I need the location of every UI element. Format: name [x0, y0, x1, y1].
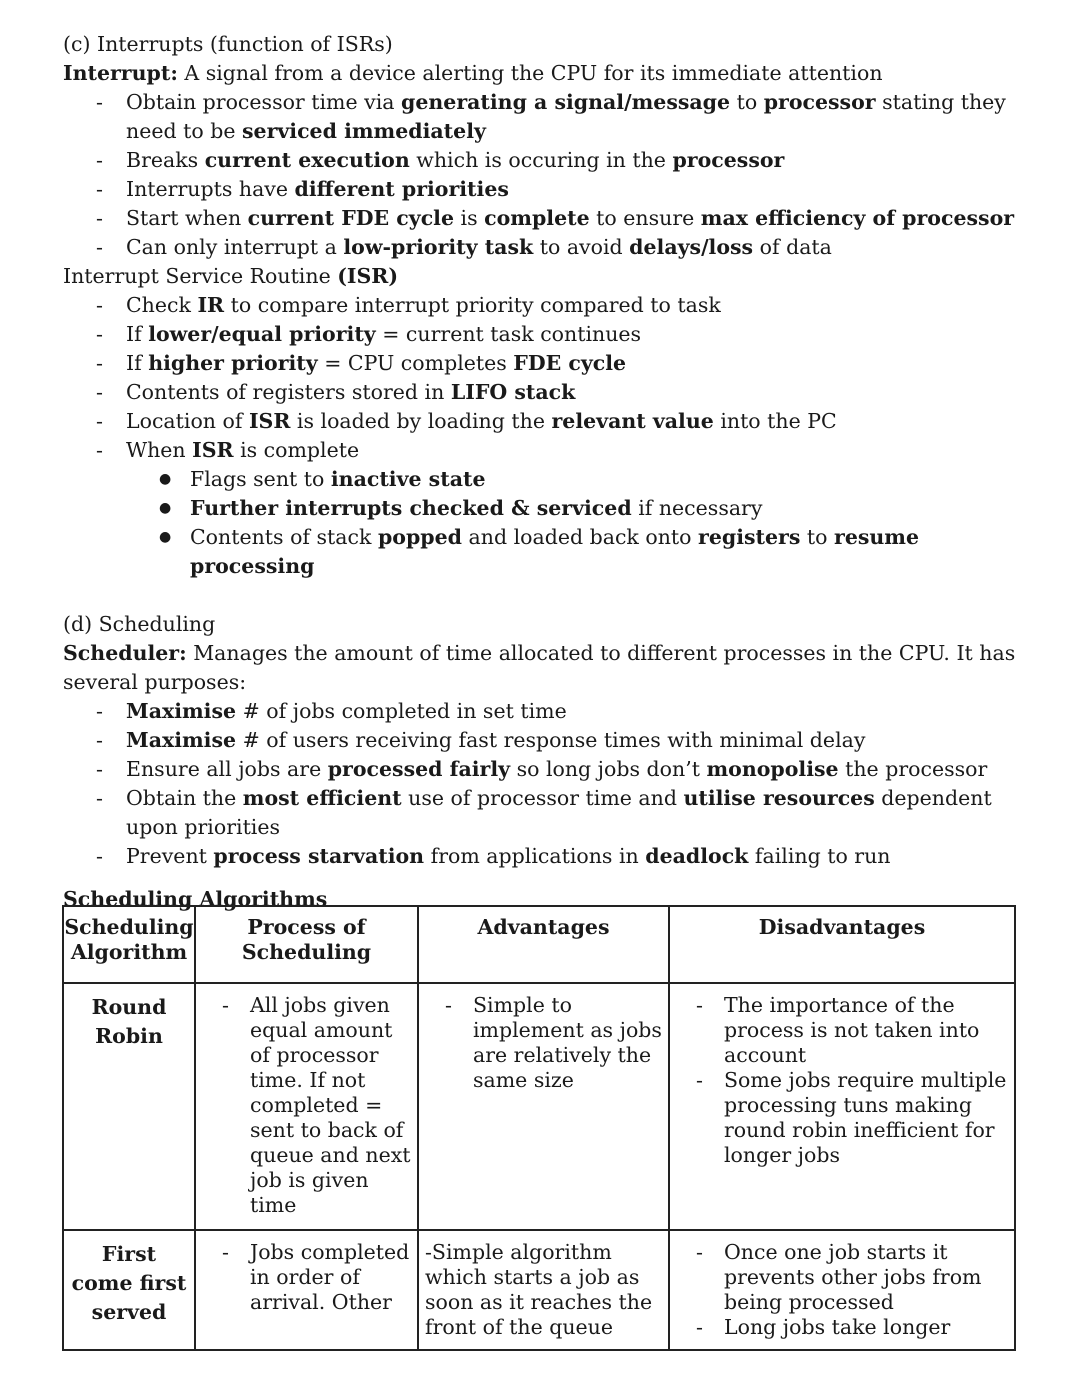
- disadvantages-cell: [669, 983, 1015, 1230]
- header-advantages: Advantages: [418, 906, 669, 983]
- interrupt-definition: [63, 59, 1023, 88]
- isr-heading: [63, 262, 1023, 291]
- header-process: Process of Scheduling: [195, 906, 418, 983]
- list-item: - Some jobs require multiple processing tuns making round robin inefficient for longer jobs: [724, 1068, 1008, 1168]
- isr-heading-text: Interrupt Service Routine: [63, 264, 338, 288]
- list-item: - All jobs given equal amount of processor time. If not completed = sent to back of queue and next job is given time: [250, 993, 411, 1218]
- section-c-heading: (c) Interrupts (function of ISRs): [63, 32, 393, 56]
- scheduler-term: Scheduler:: [63, 641, 187, 665]
- list-item: - Simple to implement as jobs are relatively the same size: [473, 993, 662, 1093]
- list-item: - Once one job starts it prevents other jobs from being processed: [724, 1240, 1008, 1315]
- scheduler-def-text: Manages the amount of time allocated to different processes in the CPU. It has several purposes:: [63, 641, 1016, 694]
- table-title-text: Scheduling Algorithms: [63, 887, 328, 911]
- list-item: - Contents of registers stored in LIFO stack: [126, 378, 1023, 407]
- table-row: [63, 983, 1015, 1230]
- list-item: - Maximise # of users receiving fast response times with minimal delay: [126, 726, 1023, 755]
- list-item: - Jobs completed in order of arrival. Other: [250, 1240, 411, 1315]
- list-item: - Ensure all jobs are processed fairly so long jobs don’t monopolise the processor: [126, 755, 1023, 784]
- list-item: - Prevent process starvation from applications in deadlock failing to run: [126, 842, 1023, 871]
- list-item: - Location of ISR is loaded by loading the relevant value into the PC: [126, 407, 1023, 436]
- disadvantages-cell: [669, 1230, 1015, 1350]
- scheduler-purposes: [63, 697, 1023, 871]
- isr-complete-points: [126, 465, 1023, 581]
- list-item: ● Flags sent to inactive state: [190, 465, 1023, 494]
- isr-heading-bold: (ISR): [337, 264, 399, 288]
- table-header-row: [63, 906, 1015, 983]
- list-item: - If lower/equal priority = current task continues: [126, 320, 1023, 349]
- list-item: - Breaks current execution which is occuring in the processor: [126, 146, 1023, 175]
- list-item: - Interrupts have different priorities: [126, 175, 1023, 204]
- list-item: - Obtain the most efficient use of processor time and utilise resources dependent upon priorities: [126, 784, 1023, 842]
- list-item: ● Contents of stack popped and loaded back onto registers to resume processing: [190, 523, 1023, 581]
- scheduling-algorithms-table: [62, 905, 1016, 1351]
- isr-points: [63, 291, 1023, 581]
- list-item: - Check IR to compare interrupt priority compared to task: [126, 291, 1023, 320]
- algorithm-name: Round Robin: [91, 995, 167, 1048]
- process-cell: [195, 1230, 418, 1350]
- process-cell: [195, 983, 418, 1230]
- algorithm-cell: [63, 983, 195, 1230]
- scheduler-definition: [63, 639, 1023, 697]
- advantages-text: -Simple algorithm which starts a job as soon as it reaches the front of the queue: [425, 1240, 653, 1339]
- list-item: - When ISR is complete ● Flags sent to inactive state ● Further interrupts checked & serviced if necessary ● Contents of stack popped and loaded back onto registers to resume processing: [126, 436, 1023, 581]
- algorithm-cell: [63, 1230, 195, 1350]
- list-item: - Obtain processor time via generating a signal/message to processor stating they need to be serviced immediately: [126, 88, 1023, 146]
- list-item: - If higher priority = CPU completes FDE cycle: [126, 349, 1023, 378]
- table-row: [63, 1230, 1015, 1350]
- interrupt-points: [63, 88, 1023, 262]
- header-disadvantages: Disadvantages: [669, 906, 1015, 983]
- header-algorithm: Scheduling Algorithm: [63, 906, 195, 983]
- list-item: - Can only interrupt a low-priority task to avoid delays/loss of data: [126, 233, 1023, 262]
- advantages-cell: [418, 1230, 669, 1350]
- list-item: - The importance of the process is not taken into account: [724, 993, 1008, 1068]
- list-item: - Long jobs take longer: [724, 1315, 1008, 1340]
- interrupt-term: Interrupt:: [63, 61, 178, 85]
- interrupt-def-text: A signal from a device alerting the CPU for its immediate attention: [177, 61, 883, 85]
- list-item: - Start when current FDE cycle is complete to ensure max efficiency of processor: [126, 204, 1023, 233]
- algorithm-name: First come first served: [71, 1242, 187, 1324]
- document-page: [63, 30, 1023, 914]
- section-d-heading: (d) Scheduling: [63, 612, 216, 636]
- advantages-cell: [418, 983, 669, 1230]
- list-item: - Maximise # of jobs completed in set time: [126, 697, 1023, 726]
- list-item: ● Further interrupts checked & serviced if necessary: [190, 494, 1023, 523]
